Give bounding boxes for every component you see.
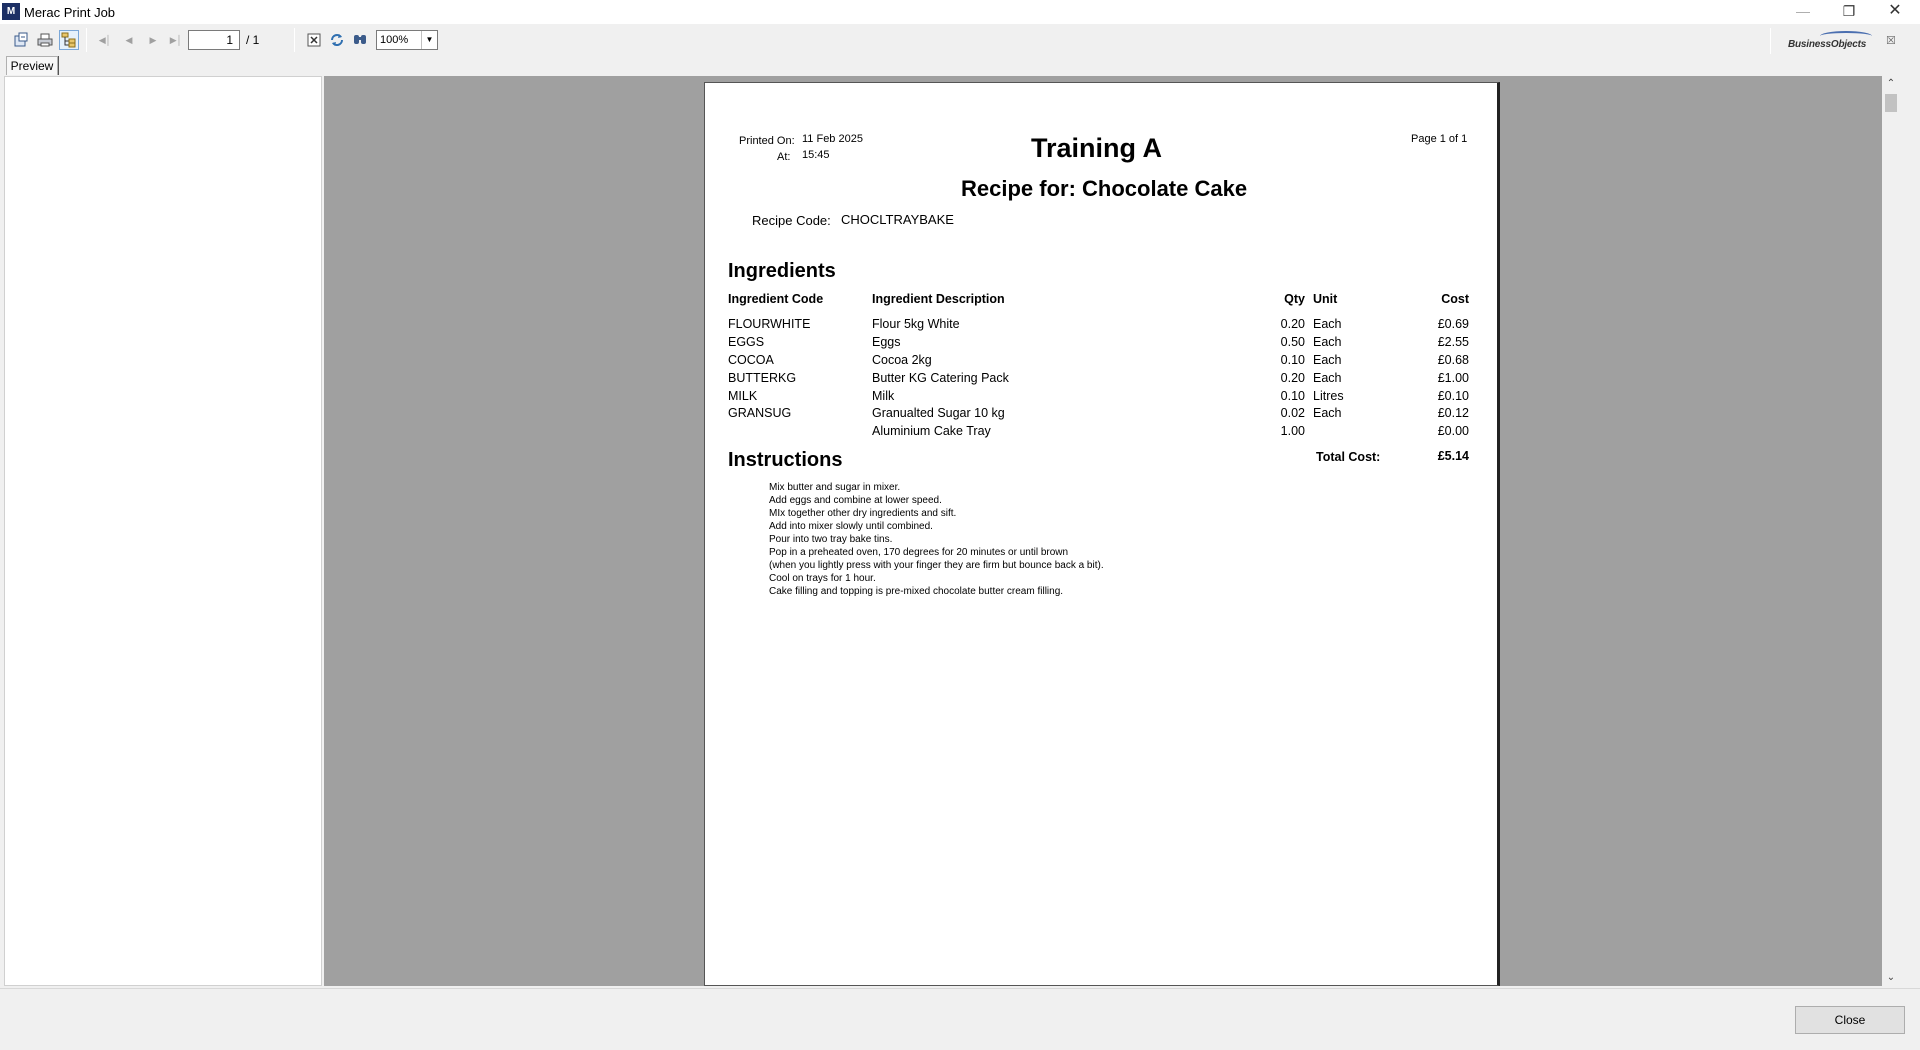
next-page-icon[interactable]: ▶ xyxy=(149,35,157,45)
title-bar xyxy=(0,0,1920,24)
instruction-line: Add eggs and combine at lower speed. xyxy=(769,495,942,506)
group-tree-icon[interactable] xyxy=(59,30,79,50)
row-qty: 0.10 xyxy=(1280,353,1305,367)
minimize-button[interactable]: — xyxy=(1796,3,1810,19)
search-icon[interactable] xyxy=(350,30,370,50)
col-ingredient-description: Ingredient Description xyxy=(872,292,1005,306)
row-code: EGGS xyxy=(728,335,765,349)
instruction-line: Pop in a preheated oven, 170 degrees for 20 minutes or until brown xyxy=(769,547,1069,558)
report-page xyxy=(704,82,1500,986)
instruction-line: (when you lightly press with your finger they are firm but bounce back a bit). xyxy=(769,560,1104,571)
previous-page-icon[interactable]: ◀ xyxy=(125,35,133,45)
toolbar-separator xyxy=(294,28,295,52)
bottom-bar xyxy=(0,988,1920,1050)
row-unit: Each xyxy=(1313,335,1342,349)
instruction-line: Cake filling and topping is pre-mixed chocolate butter cream filling. xyxy=(769,586,1064,597)
tab-divider xyxy=(58,56,59,75)
instruction-line: Add into mixer slowly until combined. xyxy=(769,521,933,532)
at-value: 15:45 xyxy=(802,149,830,161)
instruction-line: MIx together other dry ingredients and sift. xyxy=(769,508,957,519)
at-label: At: xyxy=(777,151,791,163)
instruction-line: Mix butter and sugar in mixer. xyxy=(769,482,901,493)
stop-loading-icon[interactable] xyxy=(304,30,324,50)
recipe-code-value: CHOCLTRAYBAKE xyxy=(841,212,954,227)
instructions-heading: Instructions xyxy=(728,449,843,471)
brand-logo: BusinessObjects xyxy=(1788,39,1867,50)
toolbar xyxy=(0,24,1920,56)
row-cost: £0.00 xyxy=(1437,424,1469,438)
row-cost: £1.00 xyxy=(1437,371,1469,385)
print-icon[interactable] xyxy=(35,30,55,50)
toolbar-separator xyxy=(1770,28,1771,54)
row-qty: 0.02 xyxy=(1280,406,1305,420)
row-qty: 0.20 xyxy=(1280,371,1305,385)
last-page-icon[interactable]: ▶│ xyxy=(169,35,183,45)
col-qty: Qty xyxy=(1284,292,1305,306)
toolbar-separator xyxy=(86,28,87,52)
row-qty: 0.20 xyxy=(1280,317,1305,331)
row-description: Cocoa 2kg xyxy=(872,353,932,367)
row-code: FLOURWHITE xyxy=(728,317,811,331)
printed-on-value: 11 Feb 2025 xyxy=(802,133,863,145)
chevron-down-icon[interactable]: ▼ xyxy=(421,31,437,49)
row-code: GRANSUG xyxy=(728,406,792,420)
zoom-select[interactable] xyxy=(376,30,438,50)
row-code: BUTTERKG xyxy=(728,371,797,385)
row-unit: Litres xyxy=(1313,389,1344,403)
row-unit: Each xyxy=(1313,406,1342,420)
row-qty: 0.10 xyxy=(1280,389,1305,403)
row-description: Flour 5kg White xyxy=(872,317,960,331)
col-cost: Cost xyxy=(1441,292,1469,306)
ingredients-heading: Ingredients xyxy=(728,260,836,282)
recipe-title: Recipe for: Chocolate Cake xyxy=(961,176,1248,201)
first-page-icon[interactable]: ◀│ xyxy=(98,35,112,45)
row-cost: £0.10 xyxy=(1437,389,1469,403)
tab-preview[interactable]: Preview xyxy=(6,56,58,75)
row-cost: £0.12 xyxy=(1437,406,1469,420)
page-total: / 1 xyxy=(246,33,260,47)
scroll-up-icon[interactable]: ⌃ xyxy=(1886,78,1896,89)
row-description: Aluminium Cake Tray xyxy=(872,424,991,438)
total-cost-label: Total Cost: xyxy=(1316,450,1381,464)
col-unit: Unit xyxy=(1313,292,1338,306)
instruction-line: Cool on trays for 1 hour. xyxy=(769,573,876,584)
scroll-down-icon[interactable]: ⌄ xyxy=(1886,972,1896,983)
row-unit: Each xyxy=(1313,371,1342,385)
col-ingredient-code: Ingredient Code xyxy=(728,292,824,306)
row-cost: £0.69 xyxy=(1437,317,1469,331)
row-qty: 1.00 xyxy=(1280,424,1305,438)
scroll-thumb[interactable] xyxy=(1885,94,1897,112)
refresh-icon[interactable] xyxy=(327,30,347,50)
row-code: MILK xyxy=(728,389,758,403)
window-title: Merac Print Job xyxy=(24,5,116,20)
row-cost: £0.68 xyxy=(1437,353,1469,367)
vertical-scrollbar[interactable] xyxy=(1882,76,1900,986)
export-icon[interactable] xyxy=(11,30,31,50)
group-tree-panel[interactable] xyxy=(4,76,322,986)
row-description: Eggs xyxy=(872,335,901,349)
page-number-input[interactable]: 1 xyxy=(188,30,240,50)
row-unit: Each xyxy=(1313,317,1342,331)
restore-button[interactable]: ❐ xyxy=(1842,3,1856,19)
row-cost: £2.55 xyxy=(1437,335,1469,349)
row-description: Milk xyxy=(872,389,895,403)
total-cost-value: £5.14 xyxy=(1437,449,1469,463)
row-unit: Each xyxy=(1313,353,1342,367)
app-logo-icon: M xyxy=(2,3,20,20)
close-window-button[interactable]: ✕ xyxy=(1888,2,1902,19)
printed-on-label: Printed On: xyxy=(739,135,795,147)
row-qty: 0.50 xyxy=(1280,335,1305,349)
page-info: Page 1 of 1 xyxy=(1411,133,1468,145)
close-button[interactable]: Close xyxy=(1795,1006,1905,1034)
close-view-icon[interactable]: ☒ xyxy=(1886,35,1896,47)
instruction-line: Pour into two tray bake tins. xyxy=(769,534,893,545)
row-description: Granualted Sugar 10 kg xyxy=(872,406,1005,420)
zoom-value: 100% xyxy=(380,34,409,46)
row-code: COCOA xyxy=(728,353,774,367)
recipe-code-label: Recipe Code: xyxy=(752,213,831,228)
company-name: Training A xyxy=(1031,133,1163,163)
row-description: Butter KG Catering Pack xyxy=(872,371,1009,385)
